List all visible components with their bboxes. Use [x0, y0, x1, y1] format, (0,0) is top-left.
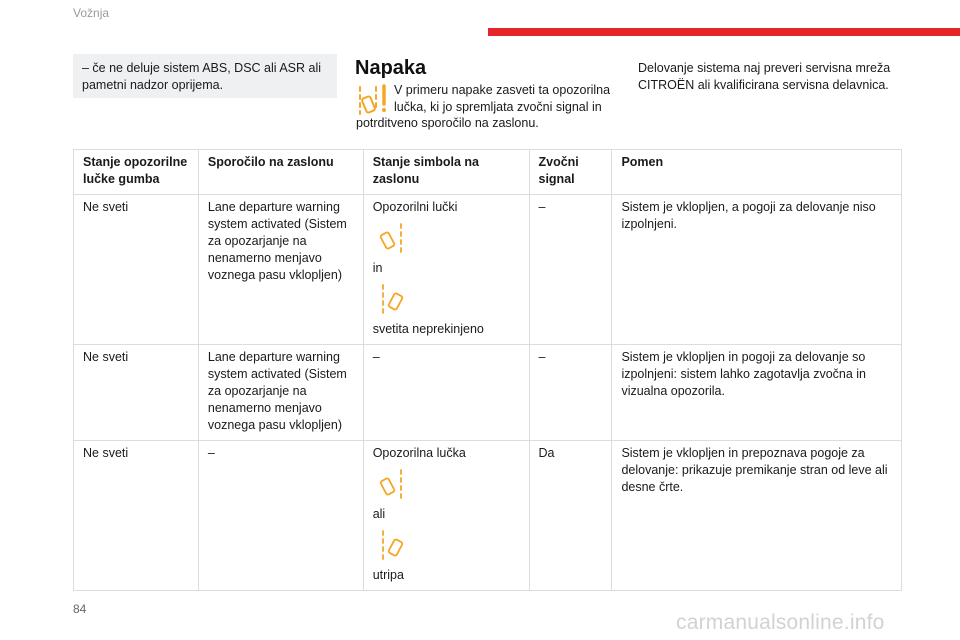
fault-description: V primeru napake zasveti ta opozorilna lučka, ki jo spremljata zvočni signal in potrditveno sporočilo na zaslonu. — [356, 83, 611, 130]
table-header-cell: Sporočilo na zaslonu — [198, 150, 363, 195]
table-cell-message: Lane departure warning system activated (Sistem za opozarjanje na nenamerno menjavo voznega pasu vklopljen) — [198, 345, 363, 441]
symbol-text: svetita neprekinjeno — [372, 322, 484, 336]
section-title: Vožnja — [73, 6, 110, 20]
table-header-cell: Stanje simbola na zaslonu — [363, 150, 529, 195]
lane-departure-warning-left-icon — [379, 222, 405, 254]
table-cell-symbol — [363, 441, 529, 591]
watermark: carmanualsonline.info — [676, 611, 885, 634]
symbol-text: utripa — [372, 568, 404, 582]
table-cell-meaning: Sistem je vklopljen in prepoznava pogoje za delovanje: prikazuje premikanje stran od leve ali desne črte. — [612, 441, 902, 591]
table-row — [74, 345, 902, 441]
table-cell-symbol — [363, 195, 529, 345]
table-header-cell: Zvočni signal — [529, 150, 612, 195]
fault-heading: Napaka — [355, 57, 427, 79]
table-row — [74, 195, 902, 345]
symbol-text: Opozorilni lučki — [372, 200, 458, 214]
symbol-text: in — [372, 261, 383, 275]
table-cell-state: Ne sveti — [74, 441, 199, 591]
table-cell-signal: – — [529, 195, 612, 345]
lane-departure-warning-left-icon — [379, 468, 405, 500]
table-cell-symbol: – — [363, 345, 529, 441]
header-accent-bar — [488, 28, 960, 36]
note-box: – če ne deluje sistem ABS, DSC ali ASR ali pametni nadzor oprijema. — [73, 54, 337, 98]
symbol-text: ali — [372, 507, 386, 521]
symbol-text: Opozorilna lučka — [372, 446, 466, 460]
table-cell-meaning: Sistem je vklopljen in pogoji za delovanje so izpolnjeni: sistem lahko zagotavlja zvočna in vizualna opozorila. — [612, 345, 902, 441]
table-cell-signal: – — [529, 345, 612, 441]
lane-departure-warning-right-icon — [379, 283, 405, 315]
table-cell-signal: Da — [529, 441, 612, 591]
table-cell-message: – — [198, 441, 363, 591]
lane-departure-warning-right-icon — [379, 529, 405, 561]
service-note: Delovanje sistema naj preveri servisna mreža CITROËN ali kvalificirana servisna delavnica. — [638, 61, 891, 92]
status-table — [73, 149, 902, 591]
page-number: 84 — [73, 602, 87, 616]
table-row — [74, 441, 902, 591]
table-header-row — [74, 150, 902, 195]
table-header-cell: Stanje opozorilne lučke gumba — [74, 150, 199, 195]
table-cell-state: Ne sveti — [74, 195, 199, 345]
table-cell-meaning: Sistem je vklopljen, a pogoji za delovanje niso izpolnjeni. — [612, 195, 902, 345]
table-cell-message: Lane departure warning system activated (Sistem za opozarjanje na nenamerno menjavo voznega pasu vklopljen) — [198, 195, 363, 345]
table-cell-state: Ne sveti — [74, 345, 199, 441]
table-header-cell: Pomen — [612, 150, 902, 195]
